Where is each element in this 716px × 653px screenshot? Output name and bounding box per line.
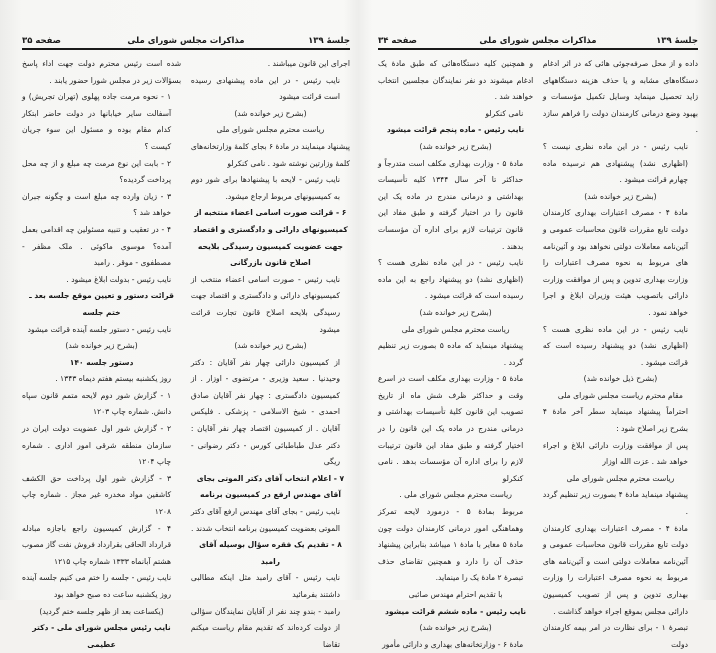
text-columns bbox=[22, 56, 350, 653]
paragraph: روز یکشنبه بیستم هفتم دیماه ۱۳۴۳ . bbox=[55, 374, 172, 384]
paragraph: ۳ - زیان وارده چه مبلغ است و چگونه جبران خواهد شد ؟ bbox=[22, 191, 172, 218]
centered-note: (بشرح زیر خوانده شد) bbox=[419, 623, 492, 633]
paragraph: نامی کنکرلو bbox=[485, 108, 524, 118]
section-heading: ۷ - اعلام انتخاب آقای دکتر الموتی بجای آقای مهندس ارفع در کمیسیون برنامه bbox=[196, 473, 345, 500]
section-heading: نایب رئیس - ماده ششم قرائت میشود bbox=[385, 606, 527, 616]
paragraph: نایب رئیس - لایحه با پیشنهادها برای شور دوم به کمیسیونهای مربوط ارجاع میشود. bbox=[190, 175, 340, 201]
section-heading: نایب رئیس مجلس شورای ملی - دکتر عطیمی bbox=[32, 623, 171, 649]
column-left bbox=[22, 56, 181, 653]
session-number: جلسهٔ ۱۳۹ bbox=[656, 36, 698, 46]
paragraph: اجرای این قانون میباشند . bbox=[267, 59, 350, 68]
paragraph: مادهٔ ۴ - مصرف اعتبارات بهداری کارمندان دولت تابع مقررات قانون محاسبات عمومی و آئین‌نامه معاملات دولتی نخواهد بود و آئین‌نامه های مربوط به نحوه مصرف اعتبارات را وزارت بهداری تدوین و پس از موافقت وزارت دارائی باتصویب هیئت وزیران ابلاغ و اجرا خواهد نمود . bbox=[542, 208, 688, 317]
paragraph: ۴ - گزارش کمیسیون راجع باجازه مبادله قرارداد الحاقی بقرارداد فروش نفت گاز مصوب هشتم آبانماه ۱۳۳۳ شماره چاپ ۱۲۱۵ bbox=[22, 523, 172, 566]
centered-note: (بشرح زیر خوانده شد) bbox=[234, 108, 307, 118]
centered-note: (بشرح زیر خوانده شد) bbox=[584, 191, 657, 201]
section-heading: قرائت دستور و تعیین موقع جلسه بعد ـ ختم جلسه bbox=[29, 291, 174, 317]
centered-note: (بشرح زیر خوانده شد) bbox=[419, 307, 492, 317]
paragraph: احتراماً پیشنهاد مینماید سطر آخر مادهٔ ۴ بشرح زیر اصلاح شود : bbox=[542, 407, 688, 434]
paragraph: نایب رئیس - بجای آقای مهندس ارفع آقای دکتر الموتی بعضویت کمیسیون برنامه انتخاب شدند . bbox=[190, 507, 340, 533]
section-heading: ۶ - قرائت صورت اسامی اعضاء منتخبه از کمیسیونهای دارائی و دادگستری و اقتصاد جهت عضویت کمیسیون رسیدگی بلایحه اصلاح قانون بازرگانی bbox=[193, 208, 348, 268]
centered-note: ریاست محترم مجلس شورای ملی bbox=[566, 473, 675, 483]
paragraph: نایب رئیس - دستور جلسه آینده قرائت میشود bbox=[27, 324, 172, 334]
paragraph: داده و از محل صرفه‌جوئی هائی که در اثر ادغام دستگاه‌های مشابه و یا حذف هزینه دستگاههای زاید تحصیل مینماید وسایل تکمیل مؤسسات و بهبود وضع درمانی کارمندان دولت را فراهم سازد . bbox=[542, 59, 698, 135]
right-page bbox=[378, 32, 698, 649]
paragraph: مادهٔ ۵ - وزارت بهداری مکلف است متدرجاً و حداکثر تا آخر سال ۱۳۴۴ کلیه تأسیسات بهداشتی و درمانی مندرج در ماده یک این قانون را در اختیار گرفته و طبق مفاد این قانون ترتیبات لازم برای اداره آن مؤسسات بدهند . bbox=[378, 158, 524, 251]
centered-note: مقام محترم ریاست مجلس شورای ملی bbox=[557, 390, 683, 400]
paragraph: نایب رئیس - در این ماده نظری نیست ؟ (اظهاری نشد) پیشنهادی هم نرسیده ماده چهارم قرائت میشود . bbox=[542, 141, 688, 185]
paragraph: تبصرهٔ ۱ - برای نظارت در امر بیمه کارمندان دولت bbox=[542, 623, 688, 649]
page-number: صفحه ۳۵ bbox=[22, 36, 61, 46]
paragraph: ۳ - گزارش شور اول پرداخت حق الکشف کاشفین مواد مخدره غیر مجاز . شماره چاپ ۱۲۰۸ bbox=[22, 473, 172, 517]
journal-title: مذاکرات مجلس شورای ملی bbox=[127, 36, 245, 46]
paragraph: مربوط بمادهٔ ۵ - درمورد لایحه تمرکز وهماهنگی امور درمانی کارمندان دولت چون مادهٔ ۵ مغایر با مادهٔ ۱ میباشد بنابراین پیشنهاد حذف آن را دارد و همچنین تقاضای حذف تبصرهٔ ۲ مادهٔ یک را مینماید. bbox=[378, 507, 524, 583]
paragraph: پیشنهاد مینماید مادهٔ ۴ بصورت زیر تنظیم گردد . bbox=[542, 490, 688, 517]
paragraph: رامبد - بندو چند نفر از آقایان نمایندگان سؤالی از دولت کرده‌اند که تقدیم مقام ریاست میکنم تقاضا bbox=[190, 606, 340, 649]
column-left bbox=[378, 56, 533, 653]
paragraph: ۱ - نحوه مرمت جاده پهلوی (تهران تجریش) و آسفالت سایر خیابانها در دولت حاضر ابتکار کدام مقام بوده و مسئول این سوء جریان کیست ؟ bbox=[22, 92, 172, 151]
paragraph: ۲ - بابت این نوع مرمت چه مبلغ و از چه محل پرداخت گردیده؟ bbox=[22, 158, 172, 185]
centered-note: (یکساعت بعد از ظهر جلسه ختم گردید) bbox=[39, 606, 164, 616]
page-number: صفحه ۳۴ bbox=[378, 36, 417, 46]
centered-note: (بشرح زیر خوانده شد) bbox=[65, 341, 138, 351]
section-heading: دستور جلسه ۱۴۰ bbox=[69, 357, 134, 367]
session-number: جلسهٔ ۱۳۹ bbox=[308, 36, 350, 46]
paragraph: نایب رئیس - جلسه را ختم می کنیم جلسه آینده روز یکشنبه ساعت ده صبح خواهد بود bbox=[22, 573, 172, 599]
paragraph: ۴ - در تعقیب و تنبیه مسئولین چه اقدامی بعمل آمده؟ موسوی ماکوئی . ملک مظفر - مصطفوی - موقر . رامبد bbox=[22, 224, 172, 268]
paragraph: از کمیسیون دارائی چهار نفر آقایان : دکتر وحیدنیا . سعید وزیری - مرتضوی - اوزار . از کمیسیون دادگستری : چهار نفر آقایان صادق احمدی - شیخ الاسلامی - پزشکی . فلیکس آقایان . از کمیسیون اقتصاد چهار نفر آقایان : دکتر عدل طباطبائی کورس - دکتر رضوانی - ریگی bbox=[190, 357, 340, 467]
page-header bbox=[22, 32, 350, 50]
paragraph: نایب رئیس - بدولت ابلاغ میشود . bbox=[66, 274, 172, 284]
paragraph: مادهٔ ۶ - وزارتخانه‌های بهداری و دارائی مأمور bbox=[382, 639, 524, 649]
section-heading: نایب رئیس - ماده پنجم قرائت میشود bbox=[386, 125, 525, 135]
centered-note: ریاست محترم مجلس شورای ملی . bbox=[399, 490, 512, 500]
paragraph: ۲ - گزارش شور اول عضویت دولت ایران در سازمان منطقه شرقی امور اداری . شماره چاپ ۱۲۰۴ bbox=[22, 424, 172, 467]
centered-note: (بشرح زیر خوانده شد) bbox=[419, 141, 492, 151]
paragraph: پیشنهاد مینمایند در مادهٔ ۶ بجای کلمهٔ وزارتخانه‌های کلمهٔ وزارتین نوشته شود . نامی کنکرلو bbox=[190, 141, 350, 168]
paragraph: مادهٔ ۴ - مصرف اعتبارات بهداری کارمندان دولت تابع مقررات قانون محاسبات عمومی و آئین‌نامه معاملات دولتی است و آئین‌نامه های مربوط به نحوه مصرف اعتبارات را وزارت بهداری تدوین و پس از تصویب کمیسیون دارائی مجلس بموقع اجراء خواهد گذاشت . bbox=[542, 523, 688, 616]
paragraph: نایب رئیس - صورت اسامی اعضاء منتخب از کمیسیونهای دارائی و دادگستری و اقتصاد جهت رسیدگی بلایحه اصلاح قانون تجارت قرائت میشود bbox=[190, 274, 340, 334]
text-columns bbox=[378, 56, 698, 653]
centered-note: (بشرح ذیل خوانده شد) bbox=[583, 374, 658, 384]
paragraph: ۱ - گزارش شور دوم لایحه متمم قانون سپاه دانش. شماره چاپ ۱۲۰۳ bbox=[22, 390, 172, 417]
centered-note: (بشرح زیر خوانده شد) bbox=[234, 341, 307, 351]
section-heading: ۸ - تقدیم یک فقره سؤال بوسیله آقای رامبد bbox=[199, 540, 342, 566]
centered-note: ریاست محترم مجلس شورای ملی bbox=[216, 125, 325, 135]
paragraph: مادهٔ ۵ - وزارت بهداری مکلف است در اسرع وقت و حداکثر ظرف شش ماه از تاریخ تصویب این قانون کلیهٔ تأسیسات بهداشتی و درمانی مندرج در ماده یک این قانون را در اختیار گرفته و طبق مفاد این قانون ترتیبات لازم را برای اداره آن مؤسسات بدهد . نامی کنکرلو bbox=[378, 374, 524, 483]
paragraph: نایب رئیس - در این ماده نظری هست ؟ (اظهاری نشد) دو پیشنهاد راجع به این ماده رسیده است که قرائت میشود . bbox=[378, 258, 524, 301]
paragraph: شده است رئیس محترم دولت جهت اداء پاسخ بسؤالات زیر در مجلس شورا حضور یابند . bbox=[22, 59, 182, 85]
page-header bbox=[378, 32, 698, 50]
centered-note: ریاست محترم مجلس شورای ملی bbox=[401, 324, 510, 334]
centered-note: با تقدیم احترام مهندس صائبی bbox=[408, 590, 503, 599]
paragraph: پس از موافقت وزارت دارائی ابلاغ و اجراء خواهد شد . عزت الله اوزار bbox=[542, 440, 688, 467]
paragraph: و همچنین کلیه دستگاه‌هائی که طبق مادهٔ یک ادغام میشوند دو نفر نمایندگان مجلسین انتخاب خواهند شد . bbox=[378, 59, 534, 102]
column-right bbox=[191, 56, 350, 653]
paragraph: نایب رئیس - در این ماده پیشنهادی رسیده است قرائت میشود bbox=[190, 75, 340, 102]
paragraph: پیشنهاد مینماید که ماده ۵ بصورت زیر تنظیم گردد . bbox=[378, 341, 524, 367]
column-right bbox=[543, 56, 698, 653]
paragraph: نایب رئیس - در این ماده نظری هست ؟ (اظهاری نشد) دو پیشنهاد رسیده است که قرائت میشود . bbox=[542, 324, 688, 367]
paragraph: نایب رئیس - آقای رامبد مثل اینکه مطالبی داشتند بفرمائید bbox=[190, 573, 340, 599]
journal-title: مذاکرات مجلس شورای ملی bbox=[479, 36, 597, 46]
left-page bbox=[22, 32, 350, 649]
